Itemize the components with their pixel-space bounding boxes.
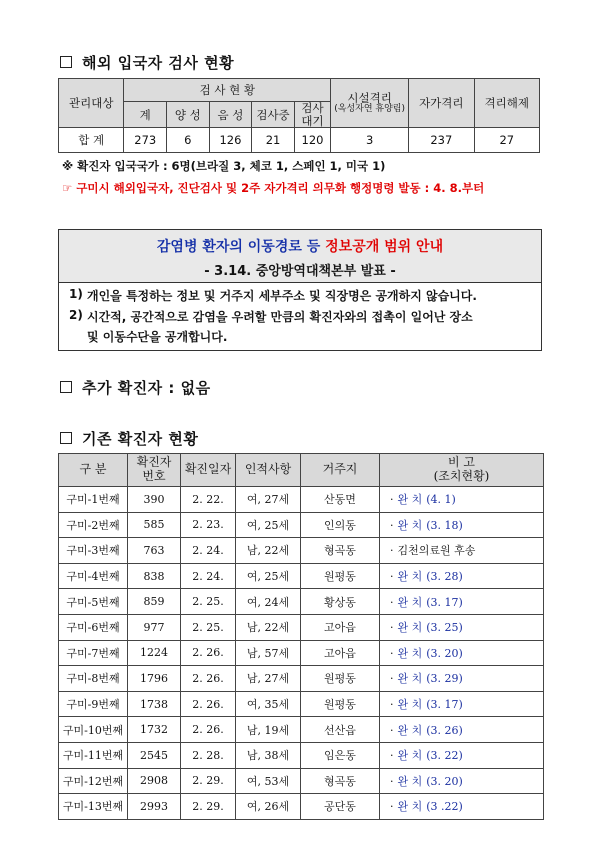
cell-div: 구미-6번째 — [59, 614, 128, 640]
note-date: (3. 29) — [426, 672, 463, 686]
cell-person: 여, 26세 — [236, 794, 301, 820]
table-row — [59, 487, 544, 513]
cell-div: 구미-10번째 — [59, 717, 128, 743]
cell-addr: 산동면 — [301, 487, 380, 513]
note-date: (3. 22) — [426, 749, 463, 763]
cell-no: 977 — [128, 614, 181, 640]
note-status: 완 치 — [397, 672, 423, 686]
cell-addr: 황상동 — [301, 589, 380, 615]
note-bullet: · — [390, 646, 394, 660]
notice-item2-no: 2) — [69, 308, 83, 322]
cell-addr: 고아읍 — [301, 614, 380, 640]
col-release: 격리해제 — [474, 79, 539, 128]
note-bullet: · — [390, 672, 394, 686]
note-status: 완 치 — [397, 570, 423, 584]
cell-no: 1796 — [128, 666, 181, 692]
hdr-div: 구 분 — [59, 454, 128, 487]
cell-date: 2. 29. — [181, 794, 236, 820]
col-self: 자가격리 — [409, 79, 474, 128]
note-bullet: · — [390, 621, 394, 635]
overseas-test-table — [58, 78, 540, 153]
cell-no: 2908 — [128, 768, 181, 794]
note-date: (3. 25) — [426, 621, 463, 635]
hdr-person: 인적사항 — [236, 454, 301, 487]
cell-note — [380, 487, 544, 513]
cell-note — [380, 717, 544, 743]
cell-note — [380, 640, 544, 666]
note-bullet: · — [390, 595, 394, 609]
cell-addr: 형곡동 — [301, 768, 380, 794]
cell-note — [380, 512, 544, 538]
note-date: (3. 18) — [426, 518, 463, 532]
cell-person: 여, 35세 — [236, 691, 301, 717]
cell-addr: 원평동 — [301, 691, 380, 717]
cell-div: 구미-8번째 — [59, 666, 128, 692]
note-status: 완 치 — [397, 698, 423, 712]
note-status: 완 치 — [397, 723, 423, 737]
cell-person: 여, 24세 — [236, 589, 301, 615]
col-total: 계 — [124, 102, 167, 128]
cell-date: 2. 26. — [181, 666, 236, 692]
table-row — [59, 614, 544, 640]
cell-note — [380, 614, 544, 640]
table-row — [59, 794, 544, 820]
table-row — [59, 742, 544, 768]
note-countries: ※ 확진자 입국국가 : 6명(브라질 3, 체코 1, 스페인 1, 미국 1) — [62, 159, 386, 173]
col-mgmt: 관리대상 — [59, 79, 124, 128]
note-status: 완 치 — [397, 800, 423, 814]
cell-date: 2. 24. — [181, 563, 236, 589]
cell-note — [380, 563, 544, 589]
cell-no: 859 — [128, 589, 181, 615]
cell-note — [380, 742, 544, 768]
cell-no: 585 — [128, 512, 181, 538]
cell-div: 구미-1번째 — [59, 487, 128, 513]
note-bullet: · — [390, 493, 394, 507]
note-date: (3. 17) — [426, 698, 463, 712]
cell-date: 2. 28. — [181, 742, 236, 768]
table-row — [59, 640, 544, 666]
col-testing: 검사중 — [252, 102, 295, 128]
note-bullet: · — [390, 518, 394, 532]
note-admin-order: ☞ 구미시 해외입국자, 진단검사 및 2주 자가격리 의무화 행정명령 발동 : 4. 8.부터 — [62, 181, 485, 195]
val-release: 27 — [474, 128, 539, 153]
checkbox-square-icon — [60, 381, 72, 393]
section-title-overseas: 해외 입국자 검사 현황 — [60, 52, 234, 73]
cell-addr: 인의동 — [301, 512, 380, 538]
notice-subline: - 3.14. 중앙방역대책본부 발표 - — [204, 264, 396, 279]
cell-addr: 원평동 — [301, 563, 380, 589]
cell-addr: 임은동 — [301, 742, 380, 768]
cell-note — [380, 691, 544, 717]
cell-no: 1738 — [128, 691, 181, 717]
table-row — [59, 563, 544, 589]
table-row — [59, 666, 544, 692]
cell-no: 390 — [128, 487, 181, 513]
cell-person: 여, 53세 — [236, 768, 301, 794]
cell-person: 남, 27세 — [236, 666, 301, 692]
cell-div: 구미-4번째 — [59, 563, 128, 589]
note-status: 완 치 — [397, 774, 423, 788]
cell-div: 구미-2번째 — [59, 512, 128, 538]
cell-addr: 형곡동 — [301, 538, 380, 564]
notice-item1-no: 1) — [69, 287, 83, 301]
cell-note — [380, 666, 544, 692]
val-negative: 126 — [209, 128, 252, 153]
col-facility: 시설격리 (옥성자연 휴양림) — [331, 79, 409, 128]
cell-addr: 공단동 — [301, 794, 380, 820]
cell-no: 2993 — [128, 794, 181, 820]
note-status: 완 치 — [397, 493, 423, 507]
cell-note — [380, 768, 544, 794]
cell-person: 남, 22세 — [236, 614, 301, 640]
cell-note — [380, 794, 544, 820]
notice-body — [58, 280, 542, 351]
cell-date: 2. 25. — [181, 589, 236, 615]
note-bullet: · — [390, 774, 394, 788]
note-status: 완 치 — [397, 749, 423, 763]
cell-date: 2. 25. — [181, 614, 236, 640]
note-bullet: · — [390, 749, 394, 763]
cell-div: 구미-13번째 — [59, 794, 128, 820]
note-status: 완 치 — [397, 518, 423, 532]
note-date: (3. 20) — [426, 774, 463, 788]
note-bullet: · — [390, 570, 394, 584]
val-total: 273 — [124, 128, 167, 153]
notice-headline-a: 감염병 환자의 이동경로 등 — [156, 239, 321, 255]
cell-note — [380, 538, 544, 564]
cell-person: 남, 19세 — [236, 717, 301, 743]
table-row — [59, 717, 544, 743]
cell-div: 구미-5번째 — [59, 589, 128, 615]
cell-addr: 고아읍 — [301, 640, 380, 666]
notice-header — [58, 229, 542, 283]
cell-person: 여, 27세 — [236, 487, 301, 513]
col-group: 검 사 현 황 — [124, 79, 331, 102]
cell-no: 1224 — [128, 640, 181, 666]
cell-date: 2. 22. — [181, 487, 236, 513]
val-testing: 21 — [252, 128, 295, 153]
cell-div: 구미-9번째 — [59, 691, 128, 717]
cell-date: 2. 24. — [181, 538, 236, 564]
note-bullet: · — [390, 800, 394, 814]
hdr-date: 확진일자 — [181, 454, 236, 487]
cell-no: 2545 — [128, 742, 181, 768]
notice-item1: 개인을 특정하는 정보 및 거주지 세부주소 및 직장명은 공개하지 않습니다. — [87, 289, 477, 303]
cell-no: 1732 — [128, 717, 181, 743]
cell-div: 구미-12번째 — [59, 768, 128, 794]
existing-cases-table — [58, 453, 544, 820]
table-row — [59, 538, 544, 564]
note-date: (3. 28) — [426, 570, 463, 584]
hdr-note: 비 고 (조치현황) — [380, 454, 544, 487]
cell-div: 구미-11번째 — [59, 742, 128, 768]
cell-date: 2. 23. — [181, 512, 236, 538]
checkbox-square-icon — [60, 432, 72, 444]
section-title-additional: 추가 확진자 : 없음 — [60, 377, 211, 398]
cell-date: 2. 26. — [181, 717, 236, 743]
cell-person: 여, 25세 — [236, 563, 301, 589]
cell-date: 2. 29. — [181, 768, 236, 794]
cell-no: 838 — [128, 563, 181, 589]
val-positive: 6 — [167, 128, 210, 153]
col-waiting: 검사 대기 — [294, 102, 330, 128]
row-total-label: 합 계 — [59, 128, 124, 153]
note-bullet: · — [390, 723, 394, 737]
note-status: 완 치 — [397, 595, 423, 609]
note-status: 김천의료원 후송 — [397, 544, 476, 558]
note-date: (4. 1) — [426, 493, 456, 507]
cell-no: 763 — [128, 538, 181, 564]
cell-date: 2. 26. — [181, 640, 236, 666]
notice-item2-line1: 시간적, 공간적으로 감염을 우려할 만큼의 확진자와의 접촉이 일어난 장소 — [87, 310, 473, 324]
cell-addr: 원평동 — [301, 666, 380, 692]
table-row — [59, 768, 544, 794]
cell-person: 남, 22세 — [236, 538, 301, 564]
note-date: (3 .22) — [426, 800, 463, 814]
notice-item2-line2: 및 이동수단을 공개합니다. — [87, 330, 228, 344]
checkbox-square-icon — [60, 56, 72, 68]
val-self: 237 — [409, 128, 474, 153]
note-date: (3. 26) — [426, 723, 463, 737]
val-waiting: 120 — [294, 128, 330, 153]
note-bullet: · — [390, 544, 394, 558]
cell-person: 남, 57세 — [236, 640, 301, 666]
hdr-no: 확진자 번호 — [128, 454, 181, 487]
val-facility: 3 — [331, 128, 409, 153]
table-row — [59, 691, 544, 717]
notice-headline-b: 정보공개 범위 안내 — [325, 239, 444, 255]
cell-addr: 선산읍 — [301, 717, 380, 743]
cell-div: 구미-7번째 — [59, 640, 128, 666]
col-negative: 음 성 — [209, 102, 252, 128]
note-status: 완 치 — [397, 621, 423, 635]
cell-div: 구미-3번째 — [59, 538, 128, 564]
cell-date: 2. 26. — [181, 691, 236, 717]
section-title-existing: 기존 확진자 현황 — [60, 428, 198, 449]
note-status: 완 치 — [397, 646, 423, 660]
note-date: (3. 17) — [426, 595, 463, 609]
cell-person: 남, 38세 — [236, 742, 301, 768]
table-row — [59, 512, 544, 538]
note-date: (3. 20) — [426, 646, 463, 660]
cell-note — [380, 589, 544, 615]
cell-person: 여, 25세 — [236, 512, 301, 538]
table-row — [59, 589, 544, 615]
note-bullet: · — [390, 698, 394, 712]
hdr-addr: 거주지 — [301, 454, 380, 487]
col-positive: 양 성 — [167, 102, 210, 128]
